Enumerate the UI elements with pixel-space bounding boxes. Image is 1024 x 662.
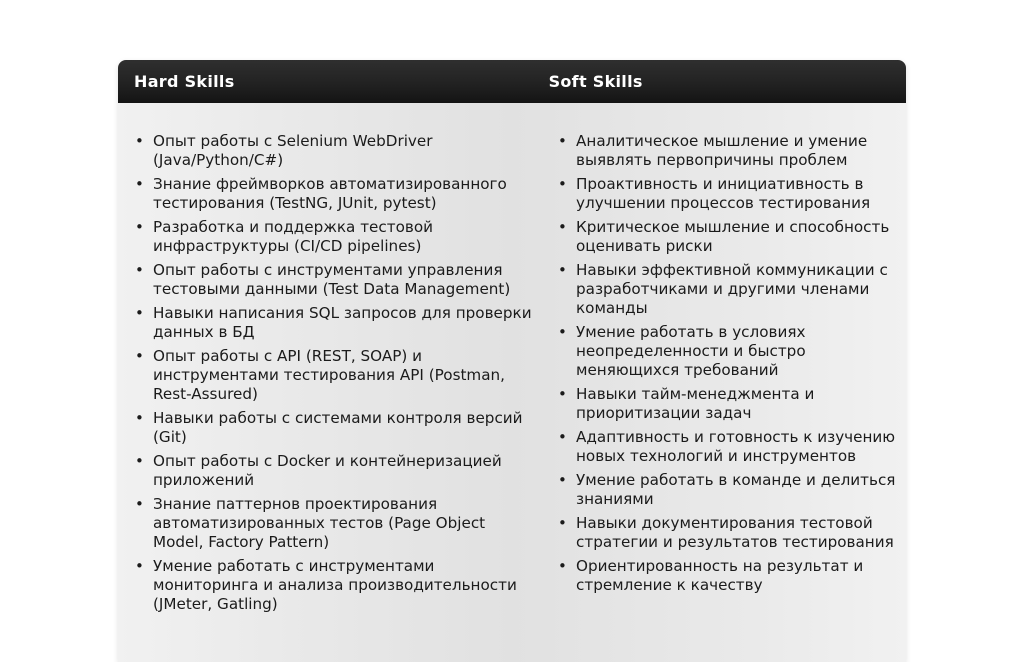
list-item: • Аналитическое мышление и умение выявлять первопричины проблем xyxy=(557,132,900,170)
list-item: • Навыки документирования тестовой стратегии и результатов тестирования xyxy=(557,514,900,552)
hard-skills-list xyxy=(134,132,533,614)
list-item: • Опыт работы с API (REST, SOAP) и инструментами тестирования API (Postman, Rest-Assured) xyxy=(134,347,533,404)
list-item: • Знание паттернов проектирования автоматизированных тестов (Page Object Model, Factory Pattern) xyxy=(134,495,533,552)
table-header-row xyxy=(118,60,906,103)
soft-skills-cell xyxy=(541,132,906,619)
list-item: • Навыки тайм-менеджмента и приоритизации задач xyxy=(557,385,900,423)
list-item: • Опыт работы с Docker и контейнеризацией приложений xyxy=(134,452,533,490)
header-hard-skills: Hard Skills xyxy=(134,72,235,91)
list-item: • Навыки работы с системами контроля версий (Git) xyxy=(134,409,533,447)
list-item: • Умение работать с инструментами мониторинга и анализа производительности (JMeter, Gatling) xyxy=(134,557,533,614)
soft-skills-list xyxy=(557,132,900,595)
list-item: • Навыки эффективной коммуникации с разработчиками и другими членами команды xyxy=(557,261,900,318)
list-item: • Ориентированность на результат и стремление к качеству xyxy=(557,557,900,595)
list-item: • Умение работать в команде и делиться знаниями xyxy=(557,471,900,509)
list-item: • Опыт работы с Selenium WebDriver (Java/Python/C#) xyxy=(134,132,533,170)
list-item: • Проактивность и инициативность в улучшении процессов тестирования xyxy=(557,175,900,213)
list-item: • Разработка и поддержка тестовой инфраструктуры (CI/CD pipelines) xyxy=(134,218,533,256)
list-item: • Критическое мышление и способность оценивать риски xyxy=(557,218,900,256)
skills-table xyxy=(118,60,906,662)
list-item: • Опыт работы с инструментами управления тестовыми данными (Test Data Management) xyxy=(134,261,533,299)
list-item: • Умение работать в условиях неопределенности и быстро меняющихся требований xyxy=(557,323,900,380)
hard-skills-cell xyxy=(118,132,541,619)
list-item: • Навыки написания SQL запросов для проверки данных в БД xyxy=(134,304,533,342)
header-soft-skills: Soft Skills xyxy=(548,72,643,91)
list-item: • Знание фреймворков автоматизированного тестирования (TestNG, JUnit, pytest) xyxy=(134,175,533,213)
list-item: • Адаптивность и готовность к изучению новых технологий и инструментов xyxy=(557,428,900,466)
table-body-row xyxy=(118,103,906,619)
